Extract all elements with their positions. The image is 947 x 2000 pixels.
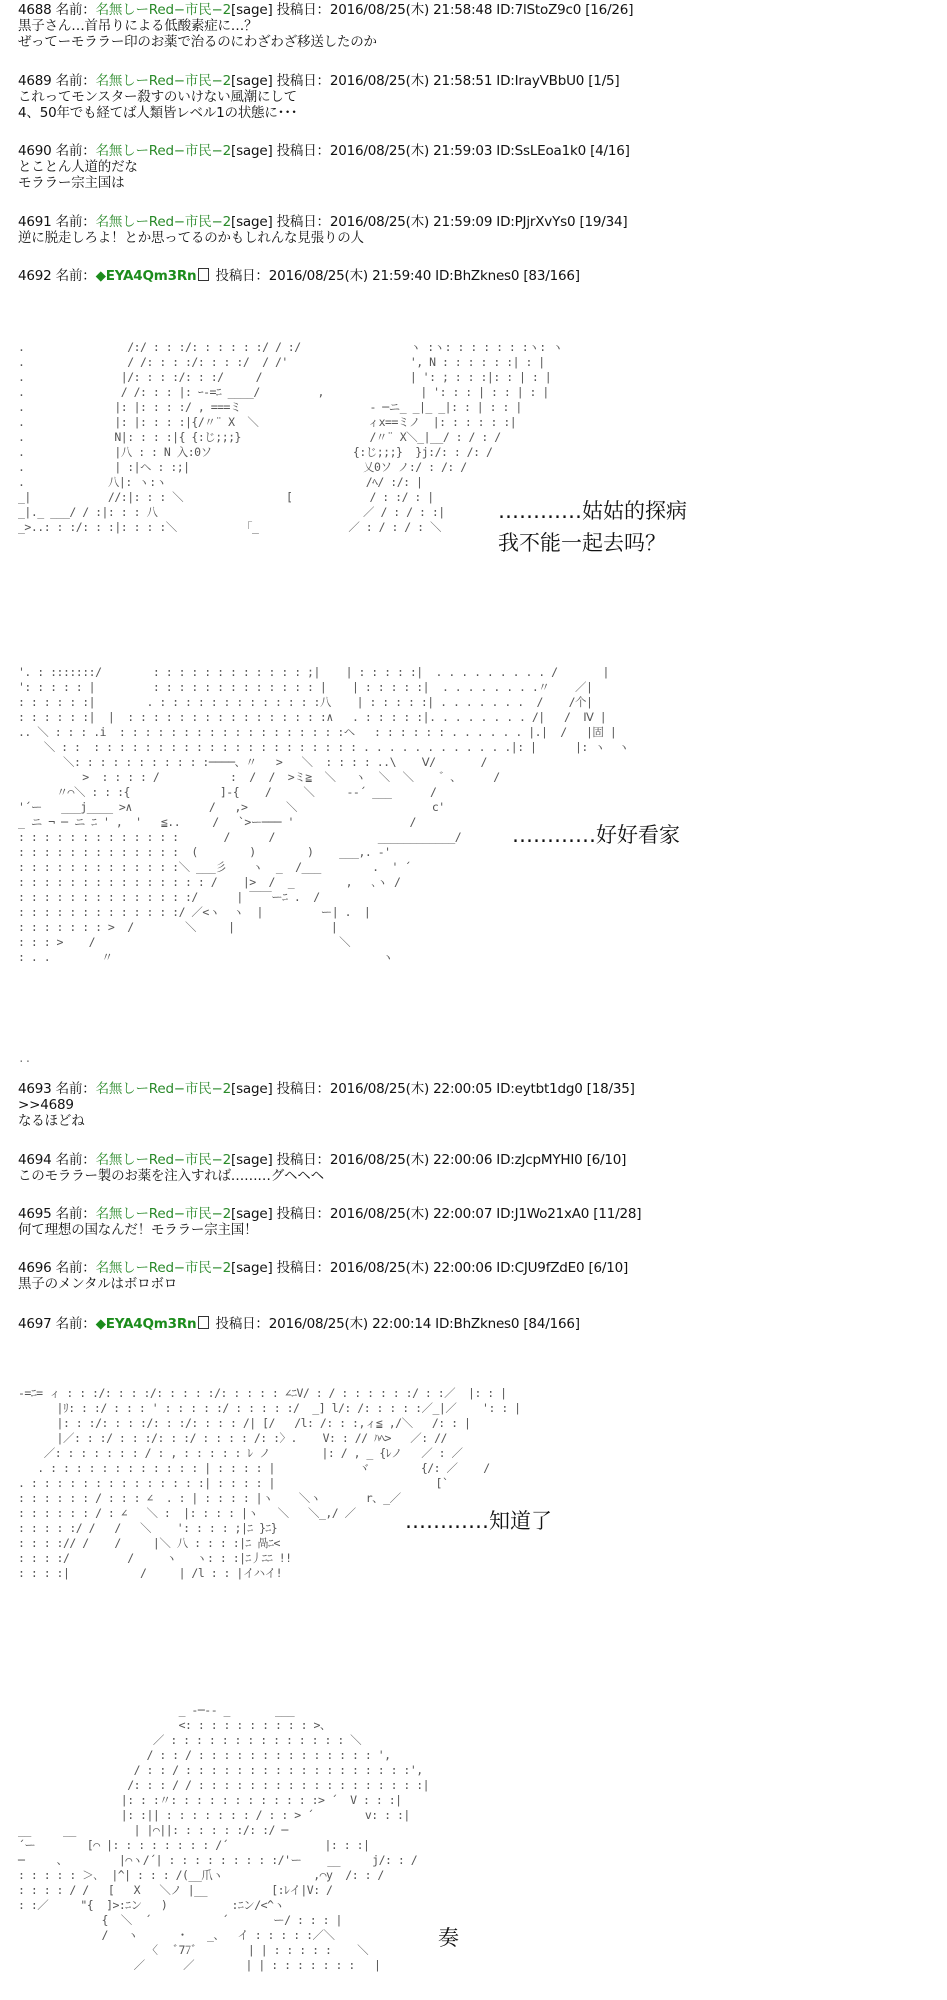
post-number: 4697 [18, 1316, 52, 1332]
poster-name[interactable]: 名無しーRed−市民−2 [95, 1081, 232, 1097]
name-label: 名前： [51, 2, 96, 18]
name-label: 名前： [51, 73, 96, 89]
post-number: 4691 [18, 214, 52, 230]
post-body-4694: このモララー製のお薬を注入すれば………グヘヘヘ [18, 1168, 324, 1184]
post-number: 4688 [18, 2, 52, 18]
poster-name[interactable]: 名無しーRed−市民−2 [95, 1260, 232, 1276]
ascii-art-panel-4: _ -─‐- _ ___ <: : : : : : : : : : >、 ／ : : : : : : : : : : : : : : ＼ / : : / : : : : : : : : : : : : : : ', / : : / : : : : : : : : : : : : : : : : : :', /: : : / / : : : : : : : : : : : : : : : : : :| |: : :〃: : : : : : : : : : : :> ´ V : : :| |: :|| : : : : : : : / : : > ´ v: : :| __ __ | |⌒||: : : : : :/: :/ ─ ´ー [⌒ |: : : : : : : : /´ |: : :| ─ 、 |⌒ヽ/´| : : : : : : : : :/'ー __ j/: : / : : : : : ＞､ |^| : : : /(__爪ヽ ,⌒y /: : / : : : : / / [ X ＼ノ |__ [:ﾚイ|V: / : :／ "{ ]>:ﾆン ) :ﾆン/<^ヽ { ＼ ´ ´ ー/ : : : | / ヽ ・ _、 イ : : : : :／＼ 〈 ﾞ77ﾞ | | : : : : : ＼ ／ ／ | | : : : : : : : | [18, 1703, 430, 1972]
post-header-4693 [18, 1081, 635, 1097]
ascii-art-panel-1: . /:/ : : :/: : : : : :/ / :/ ヽ :ヽ: : : : : : :ヽ: ヽ . / /: : : :/: : : :/ / /' ', N : : : : : :| : | . |/: : : :/: : :/ / | ': ; : : :|: : | : | . / /: : : |: ｰ-=ﾆ ____/ , | ': : : | : : | : | . |: |: : : :/ , ===ミ ‐ ─ニ_ _|_ _|: : | : : | . |: |: : : :|{/〃¨ X ＼ ィx==ミノ |: : : : : :| . N|: : : :|{ {:じ;;;} /〃¨ X＼_|__/ : / : / . |八 : : N 入:0ソ {:じ;;;} }j:/: : /: / . | :|ヘ : :;| 乂0ソ ノ:/ : /: / . 八|: ヽ:ヽ /ﾍ/ :/: | _| //:|: : : ＼ [ / : :/ : | _|._ ___/ / :|: : : 八 ／ / : / : :| _>..: : :/: : :|: : : :＼ 「_ ／ : / : / : ＼ [18, 340, 564, 534]
post-meta: 投稿日：2016/08/25(木) 22:00:14 ID:BhZknes0 [84/166] [211, 1316, 580, 1332]
poster-name[interactable]: 名無しーRed−市民−2 [95, 1206, 232, 1222]
poster-name[interactable]: 名無しーRed−市民−2 [95, 143, 232, 159]
post-number: 4692 [18, 268, 52, 284]
post-meta: [sage] 投稿日：2016/08/25(木) 22:00:06 ID:CJU9fZdE0 [6/10] [231, 1260, 629, 1276]
name-label: 名前： [51, 1316, 96, 1332]
poster-name[interactable]: 名無しーRed−市民−2 [95, 1152, 232, 1168]
ascii-art-panel-2: '. : :::::::/ : : : : : : : : : : : : ;| | : : : : :| . . . . . . . . . / | ': : : : : | : : : : : : : : : : : : : | | : : : : :| . . . . . . . .〃 ／| : : : : : :| . : : : : : : : : : : : : :八 | : : : : :| . . . . . . . / /个| : : : : : :| | : : : : : : : : : : : : : : : :∧ . : : : : :|. . . . . . . . /| / Ⅳ | .. ＼ : : : .i : : : : : : : : : : : : : : : : : :ヘ : : : : : : . . . . . . |.| / |固 | ＼ : : : : : : : : : : : : : : : : : : : : : : : . . . . . . . . . . . .|: | |: ヽ ヽ ＼: : : : : : : : : : :────、〃 > ＼ : : : : ..\ Ⅴ/ / > : : : : / : / / >ミ≧ ＼ ヽ ＼ ＼ ゛、 / 〃⌒＼ : : :{ ]‐{ / ＼ ‐-´ ___ / '´ー ___j____ >∧ / ,> ＼ c' _ ニ ¬ ─ ニ ﾆ ' , ' ≦.. / `>ー─── ' / : : : : : : : : : : : : : / / ____________/ : : : : : : : : : : : : : ( ) ) ___,. ‐' : : : : : : : : : : : : :＼ ___彡 ヽ _ /___ . ' ´ : : : : : : : : : : : : : : : / |> / _ , ､ヽ / : : : : : : : : : : : : : :/ | ￣￣ーﾆ . / : : : : : : : : : : : : :/ ／<ヽ ヽ | ー| . | : : : : : : : > / ＼ | | : : : > / ＼ : . . 〃 ヽ [18, 665, 630, 964]
post-meta: [sage] 投稿日：2016/08/25(木) 21:59:03 ID:SsLEoa1k0 [4/16] [231, 143, 630, 159]
poster-name[interactable]: 名無しーRed−市民−2 [95, 214, 232, 230]
caption-look-after-home: …………好好看家 [512, 823, 680, 847]
post-number: 4694 [18, 1152, 52, 1168]
caption-visit-line1: …………姑姑的探病 [498, 499, 687, 523]
author-tripcode[interactable]: ◆EYA4Qm3Rn [95, 268, 197, 284]
author-tripcode[interactable]: ◆EYA4Qm3Rn [95, 1316, 197, 1332]
ascii-dot: .. [18, 1052, 32, 1065]
name-label: 名前： [51, 1152, 96, 1168]
post-meta: [sage] 投稿日：2016/08/25(木) 21:59:09 ID:PJjrXvYs0 [19/34] [231, 214, 628, 230]
post-number: 4690 [18, 143, 52, 159]
poster-name[interactable]: 名無しーRed−市民−2 [95, 73, 232, 89]
post-meta: [sage] 投稿日：2016/08/25(木) 22:00:07 ID:J1Wo21xA0 [11/28] [231, 1206, 642, 1222]
post-meta: [sage] 投稿日：2016/08/25(木) 22:00:05 ID:eytbt1dg0 [18/35] [231, 1081, 635, 1097]
post-number: 4689 [18, 73, 52, 89]
post-header-4694 [18, 1152, 626, 1168]
post-header-4697 [18, 1316, 580, 1332]
mail-box-icon[interactable] [198, 1316, 209, 1329]
post-body-4693: >>4689 なるほどね [18, 1097, 85, 1129]
name-label: 名前： [51, 214, 96, 230]
post-body-4696: 黒子のメンタルはボロボロ [18, 1276, 178, 1292]
name-label: 名前： [51, 1260, 96, 1276]
name-label: 名前： [51, 268, 96, 284]
post-header-4688 [18, 2, 633, 18]
name-label: 名前： [51, 1206, 96, 1222]
post-header-4690 [18, 143, 630, 159]
post-body-4691: 逆に脱走しろよ！とか思ってるのかもしれんな見張りの人 [18, 230, 364, 246]
post-header-4689 [18, 73, 620, 89]
caption-understood: …………知道了 [405, 1509, 552, 1533]
post-meta: 投稿日：2016/08/25(木) 21:59:40 ID:BhZknes0 [83/166] [211, 268, 580, 284]
post-header-4692 [18, 268, 580, 284]
post-number: 4695 [18, 1206, 52, 1222]
post-header-4695 [18, 1206, 641, 1222]
post-meta: [sage] 投稿日：2016/08/25(木) 21:58:48 ID:7lStoZ9c0 [16/26] [231, 2, 634, 18]
post-body-4688: 黒子さん…首吊りによる低酸素症に…？ ぜってーモララー印のお薬で治るのにわざわざ移送したのか [18, 18, 377, 50]
ascii-art-panel-3: -=ﾆ= ィ : : :/: : : :/: : : : :/: : : : : ∠ﾆV/ : / : : : : : :/ : :／ |: : | |ﾘ: : :/ : : : ' : : : : :/ : : : : :/ _] l/: /: : : : :／_|／ ': : | |: : :/: : : :/: : :/: : : : /| [/ /l: /: : :,ィ≦ ,/＼ /: : | |／: : :/ : : :/: : :/ : : : : /: :〉. V: : // ﾊﾍ> ／: // ／: : : : : : : / : , : : : : : ﾚ ノ |: / , _ {ﾚノ ／ : ／ . : : : : : : : : : : : : | : : : : | ヾ {/: ／ / . : : : : : : : : : : : : : :| : : : : | [` : : : : : : / : : : ∠ . : | : : : : |ヽ ＼ヽ r、_／ : : : : : : / : ∠ ＼ : |: : : : |ヽ ＼ ＼_,/ ／ : : : : :/ / / ＼ ': : : : ;|ﾆ }ﾆ} : : : :// / / |＼ 八 : : : :|ﾆ 咼ﾆ< : : : :/ / ヽ ヽ: : :|ﾆ丿ﾆﾆ !! : : : :| / | /l : : |イハイ! [18, 1386, 521, 1580]
post-body-4689: これってモンスター殺すのいけない風潮にして 4、50年でも経てば人類皆レベル1の状態に･･･ [18, 89, 298, 121]
caption-visit-line2: 我不能一起去吗？ [498, 531, 666, 555]
name-label: 名前： [51, 143, 96, 159]
post-header-4696 [18, 1260, 628, 1276]
post-number: 4696 [18, 1260, 52, 1276]
post-meta: [sage] 投稿日：2016/08/25(木) 22:00:06 ID:zJcpMYHI0 [6/10] [231, 1152, 627, 1168]
post-body-4695: 何て理想の国なんだ！モララー宗主国！ [18, 1222, 258, 1238]
caption-kanade: 奏 [438, 1926, 459, 1950]
post-header-4691 [18, 214, 627, 230]
poster-name[interactable]: 名無しーRed−市民−2 [95, 2, 232, 18]
post-meta: [sage] 投稿日：2016/08/25(木) 21:58:51 ID:IrayVBbU0 [1/5] [231, 73, 620, 89]
mail-box-icon[interactable] [198, 268, 209, 281]
post-body-4690: とことん人道的だな モララー宗主国は [18, 159, 138, 191]
post-number: 4693 [18, 1081, 52, 1097]
name-label: 名前： [51, 1081, 96, 1097]
